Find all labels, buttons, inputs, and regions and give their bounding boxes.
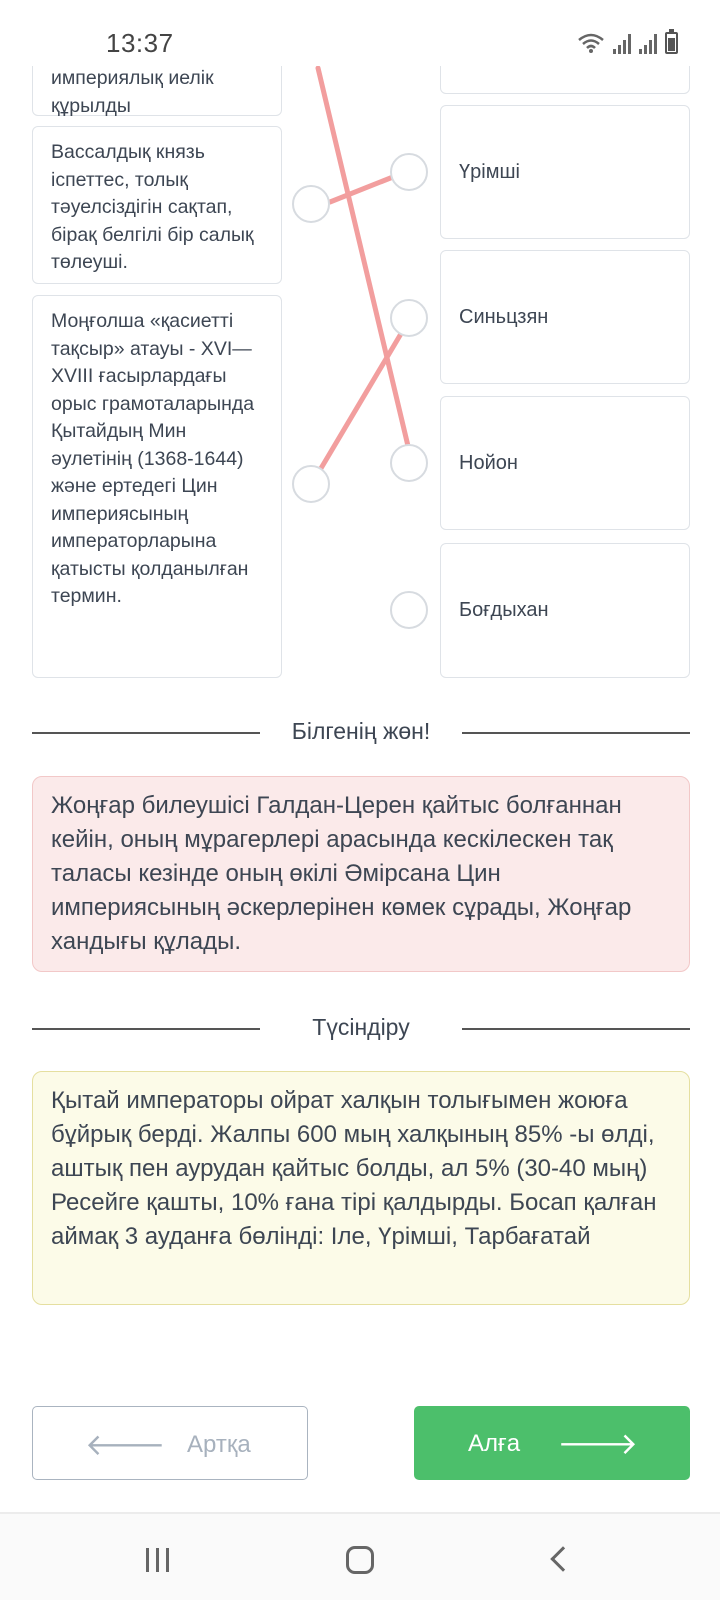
system-nav-bar — [0, 1512, 720, 1600]
match-line-vassal-to-urimshi — [330, 175, 398, 202]
right-connector-bogdykhan[interactable] — [390, 591, 428, 629]
left-item-2-text: Вассалдық князь іспеттес, толық тәуелсіздігін сақтап, бірақ белгілі бір салық төлеуші. — [51, 141, 254, 273]
feedback-heading: Білгенің жөн! — [291, 718, 431, 744]
explanation-divider — [32, 1009, 690, 1049]
left-item-2[interactable] — [32, 126, 282, 284]
back-button-label: Артқа — [187, 1431, 251, 1458]
right-item-xinjiang[interactable] — [440, 250, 690, 384]
status-bar — [0, 0, 720, 66]
home-icon[interactable] — [346, 1546, 374, 1574]
explanation-heading: Түсіндіру — [312, 1014, 410, 1040]
right-item-urimshi-text: Үрімші — [459, 160, 520, 183]
right-item-xinjiang-text: Синьцзян — [459, 305, 549, 328]
signal-1-icon — [613, 34, 631, 54]
right-connector-noyon[interactable] — [390, 444, 428, 482]
left-item-3[interactable] — [32, 295, 282, 678]
right-connector-urimshi[interactable] — [390, 153, 428, 191]
status-time: 13:37 — [106, 28, 174, 58]
next-button[interactable] — [414, 1406, 690, 1480]
right-item-noyon-text: Нойон — [459, 451, 518, 474]
left-connector-3[interactable] — [292, 465, 330, 503]
right-item-bogdykhan[interactable] — [440, 543, 690, 678]
recent-apps-icon[interactable] — [146, 1548, 169, 1572]
feedback-divider — [32, 713, 690, 753]
match-line-bogdykhan-term-to-xinjiang — [320, 332, 402, 470]
right-item-noyon[interactable] — [440, 396, 690, 530]
next-button-label: Алға — [468, 1430, 521, 1457]
match-line-top-to-noyon — [318, 68, 408, 446]
battery-icon — [665, 32, 678, 54]
right-item-urimshi[interactable] — [440, 105, 690, 239]
status-icons — [577, 30, 678, 54]
left-item-3-text: Моңғолша «қасиетті тақсыр» атауы - XVI—XVIII ғасырлардағы орыс грамоталарында Қытайдың Мин әулетінің (1368-1644) және ертедегі Цин империясының императорларына қатысты қолданылған термин. — [51, 310, 255, 607]
back-nav-icon[interactable] — [550, 1546, 575, 1571]
signal-2-icon — [639, 34, 657, 54]
left-item-1-text: империялық иелік құрылды — [51, 67, 214, 117]
feedback-text: Жоңғар билеушісі Галдан-Церен қайтыс болғаннан кейін, оның мұрагерлері арасында кескілескен тақ таласы кезінде оның өкілі Әмірсана Цин империясының әскерлерінен көмек сұрады, Жоңғар хандығы құлады. — [51, 792, 632, 955]
right-item-bogdykhan-text: Боғдыхан — [459, 599, 549, 621]
left-connector-2[interactable] — [292, 185, 330, 223]
explanation-text: Қытай императоры ойрат халқын толығымен жоюға бұйрық берді. Жалпы 600 мың халқының 85% -ы өлді, аштық пен аурудан қайтыс болды, ал 5% (30-40 мың) Ресейге қашты, 10% ғана тірі қалдырды. Босап қалған аймақ 3 ауданға бөлінді: Іле, Үрімші, Тарбағатай — [51, 1087, 657, 1250]
feedback-box — [32, 776, 690, 972]
right-connector-xinjiang[interactable] — [390, 299, 428, 337]
arrow-left-icon: 🡐 — [85, 1429, 166, 1462]
wifi-icon — [577, 32, 605, 54]
explanation-box — [32, 1071, 690, 1305]
back-button[interactable] — [32, 1406, 308, 1480]
arrow-right-icon: 🡒 — [557, 1428, 638, 1461]
matching-area — [0, 0, 720, 690]
